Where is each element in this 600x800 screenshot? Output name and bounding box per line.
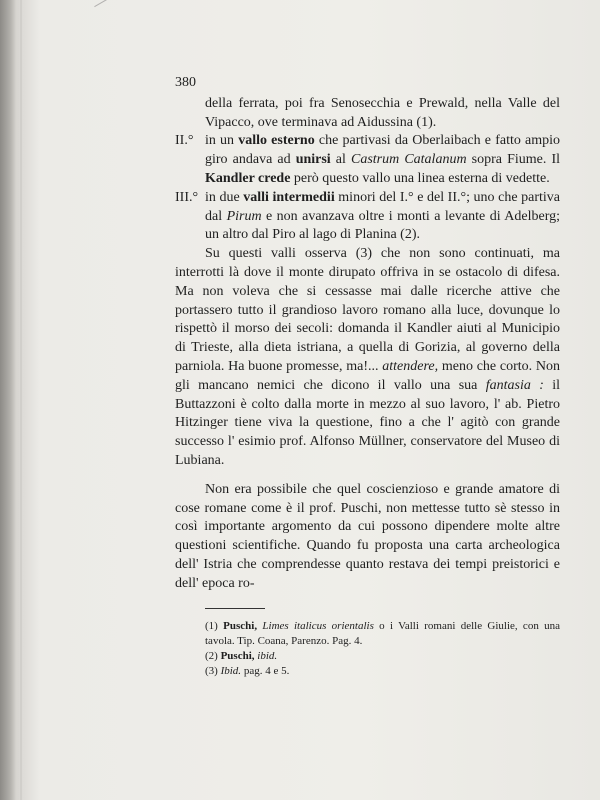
footnote-indent	[175, 664, 205, 679]
text-run: in due	[205, 189, 240, 205]
continuation-text: della ferrata, poi fra Senosecchia e Prewald, nella Valle del Vipacco, ove terminava ad Aidussina (1).	[205, 95, 560, 130]
bold-term: Kandler crede	[205, 170, 291, 186]
text-run: e non avanzava oltre i monti a levante di Adelberg; un altro dal Piro al lago di Planina (2).	[205, 208, 561, 243]
paragraph: Non era possibile che quel coscienzioso e grande amatore di cose romane come è il prof. Puschi, non mettesse tutto sè stesso in così importante argomento da cui possono dipendere molte altre questioni scientifiche. Quando fu proposta una carta archeologica dell' Istria che comprendesse quanto restava dei tempi preistorici e dell' epoca ro-	[175, 481, 560, 591]
page-binding-shadow	[20, 0, 22, 800]
footnote-number: (2)	[205, 649, 218, 662]
footnote-text	[205, 649, 560, 664]
italic-term: fantasia :	[485, 377, 544, 393]
footnote-author: Puschi,	[220, 649, 255, 662]
footnote-text	[205, 619, 560, 649]
list-item-label: III.°	[175, 189, 199, 205]
list-item-label: II.°	[175, 133, 194, 149]
footnotes	[175, 619, 560, 679]
footnote-2	[175, 649, 560, 664]
text-run: il Buttazzoni è colto dalla morte in mezzo al suo lavoro, l' ab. Pietro Hitzinger tiene viva la questione, fino a che l' agitò con grande successo l' esimio prof. Alfonso Müllner, conservatore del Museo di Lubiana.	[175, 377, 561, 468]
text-run: in un	[205, 133, 235, 149]
paragraph	[175, 245, 560, 471]
italic-term: Pirum	[226, 208, 262, 224]
pencil-mark	[94, 0, 112, 16]
text-run: o i Valli romani delle Giulie, con una tavola. Tip. Coana, Parenzo. Pag. 4.	[205, 619, 561, 647]
bold-term: unirsi	[295, 152, 331, 168]
page-body	[175, 74, 560, 679]
italic-term: attendere,	[382, 358, 439, 374]
list-item-text	[205, 132, 560, 188]
footnote-text	[205, 664, 560, 679]
text-run: meno che corto. Non gli mancano nemici che dicono il vallo una sua	[175, 358, 561, 393]
text-run: sopra Fiume. Il	[471, 152, 560, 168]
footnote-title: Limes italicus orientalis	[262, 619, 374, 632]
text-run: Su questi valli osserva (3) che non sono continuati, ma interrotti là dove il monte dirupato offriva in se ostacolo di difesa. Ma non voleva che si cessasse mai dalle ricerche attive che portassero tutto il grandioso lavoro romano alla luce, dovunque lo rispettò il morso dei secoli: domanda il Kandler aiuti al Municipio di Trieste, alla dieta istriana, a quella di Gorizia, al governo della parniola. Ha buone promesse, ma!...	[175, 246, 560, 374]
footnote-author: Puschi,	[223, 619, 258, 632]
list-item-ii	[175, 132, 560, 188]
footnote-title: ibid.	[257, 649, 278, 662]
footnote-divider	[205, 608, 265, 609]
text-run: però questo vallo una linea esterna di vedette.	[293, 170, 550, 186]
footnote-3	[175, 664, 560, 679]
footnote-title: Ibid.	[220, 664, 242, 677]
text-run: che partivasi da Oberlaibach e fatto ampio giro andava ad	[205, 133, 561, 168]
footnote-number: (3)	[205, 664, 218, 677]
bold-term: valli intermedii	[243, 189, 335, 205]
text-run: al	[335, 152, 346, 168]
footnote-number: (1)	[205, 619, 218, 632]
footnote-indent	[175, 649, 205, 664]
text-run: pag. 4 e 5.	[243, 664, 290, 677]
footnote-1	[175, 619, 560, 649]
bold-term: vallo esterno	[238, 133, 315, 149]
list-item-text	[205, 189, 560, 245]
text-run: minori del I.° e del II.°; uno che partiva dal	[205, 189, 561, 224]
list-item-iii	[175, 189, 560, 245]
page-number: 380	[175, 75, 196, 90]
italic-term: Castrum Catalanum	[351, 152, 467, 168]
footnote-indent	[175, 619, 205, 649]
